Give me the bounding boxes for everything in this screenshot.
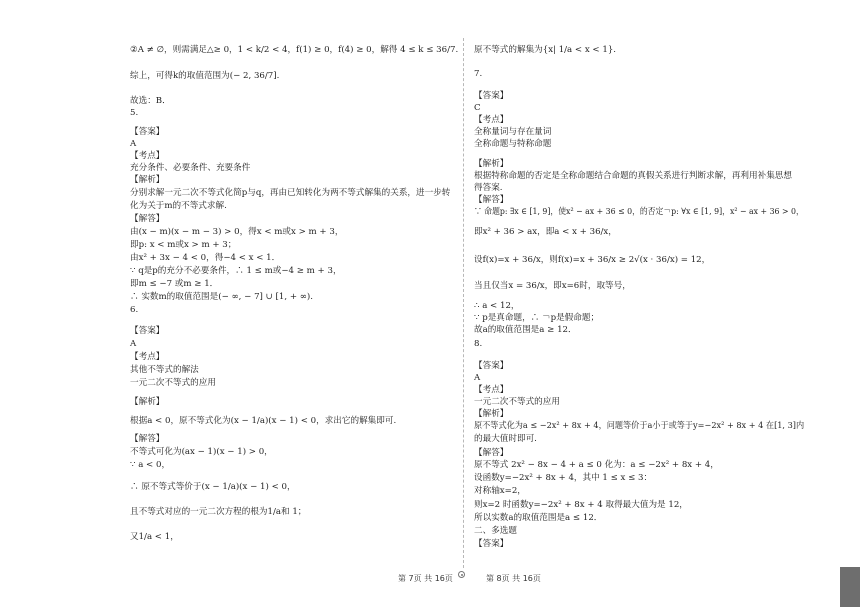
left-text-line: 又1/a < 1， (130, 532, 179, 542)
right-text-line: 8. (474, 339, 483, 349)
right-text-line: ∵ p是真命题，∴ ￢p是假命题； (474, 313, 600, 323)
left-text-line: 即m ≤ −7 或m ≥ 1． (130, 279, 219, 289)
right-text-line: 【解析】 (474, 409, 509, 419)
right-text-line: A (474, 373, 481, 383)
right-text-line: 故a的取值范围是a ≥ 12． (474, 325, 577, 335)
left-text-line: ∵ q是p的充分不必要条件，∴ 1 ≤ m或−4 ≥ m + 3， (130, 266, 342, 276)
left-text-line: 【解答】 (130, 214, 165, 224)
left-text-line: 不等式可化为(ax − 1)(x − 1) > 0， (130, 447, 273, 457)
left-text-line: 【考点】 (130, 151, 165, 161)
page-divider (463, 38, 464, 568)
page-center-marker-icon (458, 571, 465, 578)
left-text-line: 【解析】 (130, 175, 165, 185)
right-text-line: 【答案】 (474, 361, 509, 371)
right-text-line: 【解答】 (474, 195, 509, 205)
left-text-line: 5. (130, 108, 139, 118)
right-text-line: 原不等式 2x² − 8x − 4 + a ≤ 0 化为：a ≤ −2x² + 8x + 4， (474, 460, 719, 470)
right-text-line: 【解析】 (474, 159, 509, 169)
scrollbar-thumb[interactable] (840, 567, 860, 607)
left-text-line: ∵ a < 0， (130, 460, 171, 470)
left-text-line: 【答案】 (130, 326, 165, 336)
right-text-line: 【答案】 (474, 91, 509, 101)
right-text-line: 的最大值时即可. (474, 434, 537, 444)
left-text-line: ②A ≠ ∅，则需满足△≥ 0，1 < k/2 < 4，f(1) ≥ 0，f(4) ≥ 0，解得 4 ≤ k ≤ 36/7. (130, 45, 459, 55)
left-text-line: 其他不等式的解法 (130, 365, 199, 375)
left-text-line: 综上，可得k的取值范围为(− 2, 36/7]. (130, 71, 280, 81)
right-page-number: 第 8页 共 16页 (486, 574, 541, 583)
left-text-line: 故选：B． (130, 96, 171, 106)
right-text-line: 则x=2 时函数y=−2x² + 8x + 4 取得最大值为是 12， (474, 500, 688, 510)
left-text-line: ∴ 原不等式等价于(x − 1/a)(x − 1) < 0， (130, 482, 296, 492)
right-text-line: 一元二次不等式的应用 (474, 397, 560, 407)
left-text-line: 一元二次不等式的应用 (130, 378, 216, 388)
left-page-number: 第 7页 共 16页 (398, 574, 453, 583)
right-text-line: 二、多选题 (474, 526, 517, 536)
right-text-line: 即x² + 36 > ax，即a < x + 36/x， (474, 227, 617, 237)
right-text-line: C (474, 103, 481, 113)
left-text-line: A (130, 339, 137, 349)
right-text-line: ∴ a < 12， (474, 301, 520, 311)
right-text-line: 当且仅当x = 36/x，即x=6时，取等号， (474, 281, 631, 291)
left-text-line: 且不等式对应的一元二次方程的根为1/a和 1； (130, 507, 307, 517)
left-text-line: ∴ 实数m的取值范围是(− ∞, − 7] ∪ [1, + ∞). (130, 292, 314, 302)
right-text-line: 设f(x)=x + 36/x，则f(x)=x + 36/x ≥ 2√(x · 36/x) = 12， (474, 255, 711, 265)
left-text-line: 分别求解一元二次不等式化简p与q，再由已知转化为两不等式解集的关系，进一步转 (130, 188, 451, 198)
right-text-line: 根据特称命题的否定是全称命题结合命题的真假关系进行判断求解，再利用补集思想 (474, 171, 792, 181)
right-text-line: 原不等式化为a ≤ −2x² + 8x + 4，问题等价于a小于或等于y=−2x² + 8x + 4 在[1, 3]内 (474, 421, 805, 431)
right-text-line: 原不等式的解集为{x| 1/a < x < 1}. (474, 45, 617, 55)
left-text-line: 由x² + 3x − 4 < 0，得−4 < x < 1． (130, 253, 281, 263)
right-text-line: 7. (474, 69, 483, 79)
right-text-line: 设函数y=−2x² + 8x + 4，其中 1 ≤ x ≤ 3： (474, 473, 653, 483)
right-text-line: ∵ 命题p: ∃x ∈ [1, 9]，使x² − ax + 36 ≤ 0，的否定￢p: ∀x ∈ [1, 9]，x² − ax + 36 > 0， (474, 207, 804, 217)
left-text-line: 6. (130, 305, 139, 315)
left-text-line: 由(x − m)(x − m − 3) > 0，得x < m或x > m + 3， (130, 227, 344, 237)
right-text-line: 所以实数a的取值范围是a ≤ 12． (474, 513, 603, 523)
left-text-line: 根据a < 0，原不等式化为(x − 1/a)(x − 1) < 0，求出它的解集即可. (130, 416, 397, 426)
left-text-line: 化为关于m的不等式求解. (130, 201, 227, 211)
right-text-line: 【考点】 (474, 115, 509, 125)
left-text-line: 【答案】 (130, 127, 165, 137)
right-text-line: 对称轴x=2， (474, 486, 526, 496)
right-text-line: 【考点】 (474, 385, 509, 395)
left-text-line: 充分条件、必要条件、充要条件 (130, 163, 251, 173)
left-text-line: 【解析】 (130, 397, 165, 407)
right-text-line: 【答案】 (474, 539, 509, 549)
right-text-line: 全称量词与存在量词 (474, 127, 552, 137)
left-text-line: 【解答】 (130, 434, 165, 444)
left-text-line: 【考点】 (130, 352, 165, 362)
right-text-line: 【解答】 (474, 448, 509, 458)
left-text-line: A (130, 139, 137, 149)
right-text-line: 全称命题与特称命题 (474, 139, 552, 149)
left-text-line: 即p: x < m或x > m + 3； (130, 240, 237, 250)
right-text-line: 得答案. (474, 183, 503, 193)
